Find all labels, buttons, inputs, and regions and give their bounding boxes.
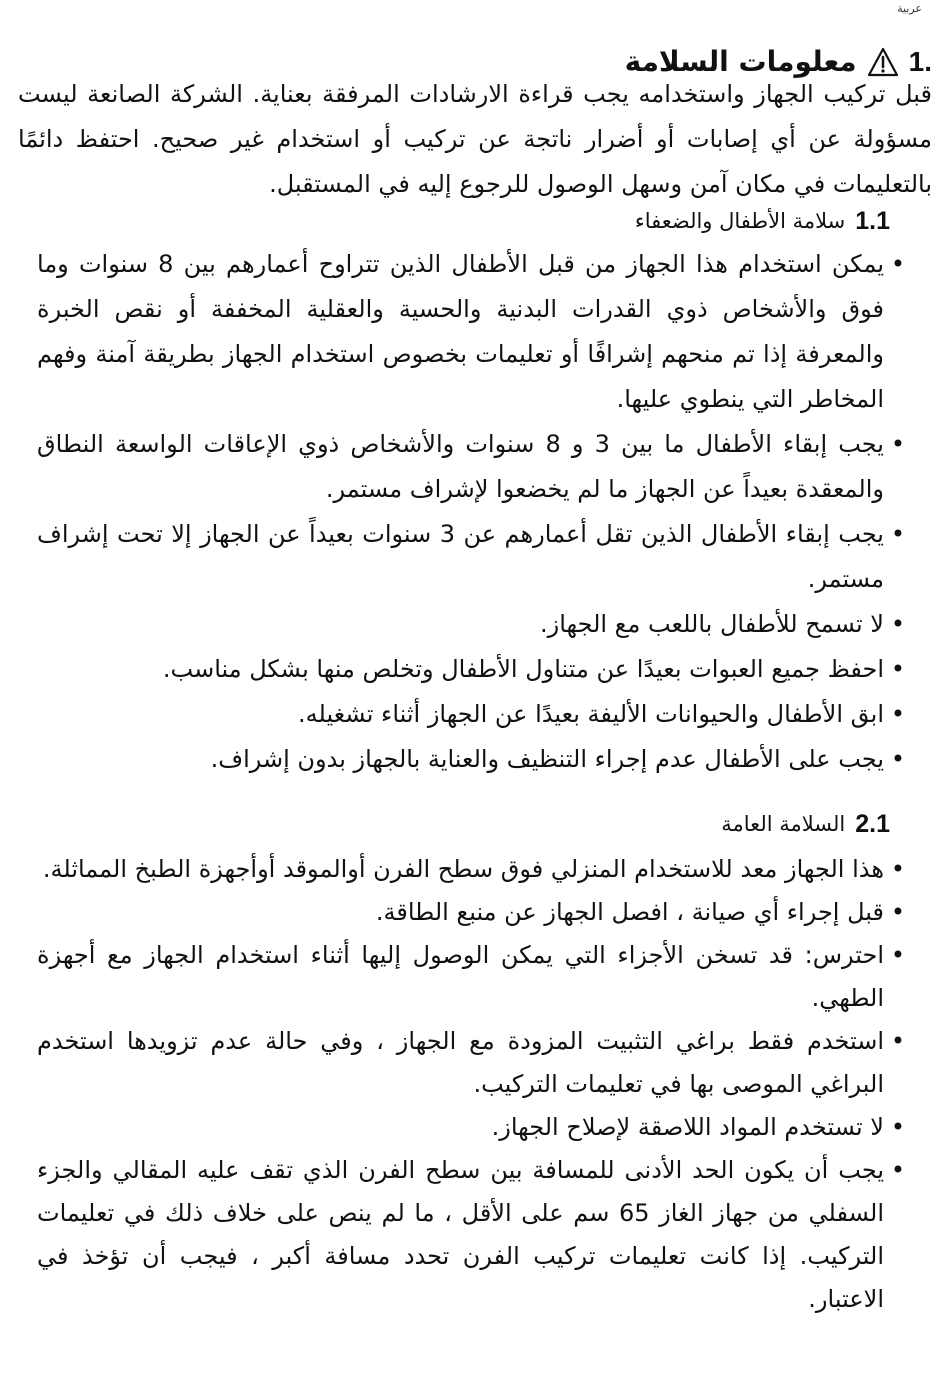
bullet-icon: • [890,941,905,969]
list-item-text: لا تسمح للأطفال باللعب مع الجهاز. [539,610,884,638]
intro-paragraph: قبل تركيب الجهاز واستخدامه يجب قراءة الارشادات المرفقة بعناية. الشركة الصانعة ليست مسؤولة عن أي إصابات أو أضرار ناتجة عن تركيب أو استخدام غير صحيح. احتفظ دائمًا بالتعليمات في مكان آمن وسهل الوصول للرجوع إليه في المستقبل. [18,80,932,198]
general-safety-list [37,848,905,1321]
list-item [37,934,905,1020]
section-title: سلامة الأطفال والضعفاء [634,209,846,233]
title-number: 1. [908,45,932,77]
list-item-text: استخدم فقط براغي التثبيت المزودة مع الجهاز ، وفي حالة عدم تزويدها استخدم البراغي الموصى بها في تعليمات التركيب. [37,1027,884,1098]
bullet-icon: • [890,1027,905,1055]
list-item-text: يجب على الأطفال عدم إجراء التنظيف والعناية بالجهاز بدون إشراف. [210,745,884,773]
section-number: 1.1 [855,207,890,235]
list-item [37,242,905,422]
list-item-text: يمكن استخدام هذا الجهاز من قبل الأطفال الذين تتراوح أعمارهم بين 8 سنوات وما فوق والأشخاص ذوي القدرات البدنية والحسية والعقلية المخففة أو نقص الخبرة والمعرفة إذا تم منحهم إشرافًا أو تعليمات بخصوص استخدام الجهاز بطريقة آمنة وفهم المخاطر التي ينطوي عليها. [37,250,884,413]
list-item-text: قبل إجراء أي صيانة ، افصل الجهاز عن منبع الطاقة. [375,898,884,926]
list-item [37,602,905,647]
list-item [37,692,905,737]
bullet-icon: • [890,610,905,638]
list-item-text: هذا الجهاز معد للاستخدام المنزلي فوق سطح الفرن أوالموقد أوأجهزة الطبخ المماثلة. [42,855,884,883]
list-item-text: ابق الأطفال والحيوانات الأليفة بعيدًا عن الجهاز أثناء تشغيله. [298,700,884,728]
bullet-icon: • [890,855,905,883]
list-item-text: يجب إبقاء الأطفال ما بين 3 و 8 سنوات والأشخاص ذوي الإعاقات الواسعة النطاق والمعقدة بعيداً عن الجهاز ما لم يخضعوا لإشراف مستمر. [37,430,884,503]
language-label: عربية [897,2,922,15]
bullet-icon: • [890,430,905,458]
title-text: معلومات السلامة [624,44,857,78]
bullet-icon: • [890,655,905,683]
bullet-icon: • [890,1156,905,1184]
list-item [37,422,905,512]
list-item [37,1106,905,1149]
list-item-text: يجب إبقاء الأطفال الذين تقل أعمارهم عن 3 سنوات بعيداً عن الجهاز إلا تحت إشراف مستمر. [37,520,884,593]
section-heading-child-safety [30,203,890,239]
list-item [37,1149,905,1321]
bullet-icon: • [890,700,905,728]
section-title: السلامة العامة [721,812,846,836]
list-item [37,1020,905,1106]
bullet-icon: • [890,1113,905,1141]
bullet-icon: • [890,745,905,773]
list-item [37,848,905,891]
list-item-text: لا تستخدم المواد اللاصقة لإصلاح الجهاز. [491,1113,884,1141]
list-item-text: احفظ جميع العبوات بعيدًا عن متناول الأطفال وتخلص منها بشكل مناسب. [162,655,884,683]
section-heading-general-safety [30,806,890,842]
list-item [37,512,905,602]
list-item [37,647,905,692]
list-item [37,737,905,782]
bullet-icon: • [890,520,905,548]
list-item-text: يجب أن يكون الحد الأدنى للمسافة بين سطح الفرن الذي تقف عليه المقالي والجزء السفلي من جهاز الغاز 65 سم على الأقل ، ما لم ينص على خلاف ذلك في تعليمات التركيب. إذا كانت تعليمات تركيب الفرن تحدد مسافة أكبر ، فيجب أن تؤخذ في الاعتبار. [37,1156,884,1313]
child-safety-list [37,242,905,782]
list-item-text: احترس: قد تسخن الأجزاء التي يمكن الوصول إليها أثناء استخدام الجهاز مع أجهزة الطهي. [37,941,884,1012]
list-item [37,891,905,934]
bullet-icon: • [890,898,905,926]
bullet-icon: • [890,250,905,278]
section-number: 2.1 [855,810,890,838]
